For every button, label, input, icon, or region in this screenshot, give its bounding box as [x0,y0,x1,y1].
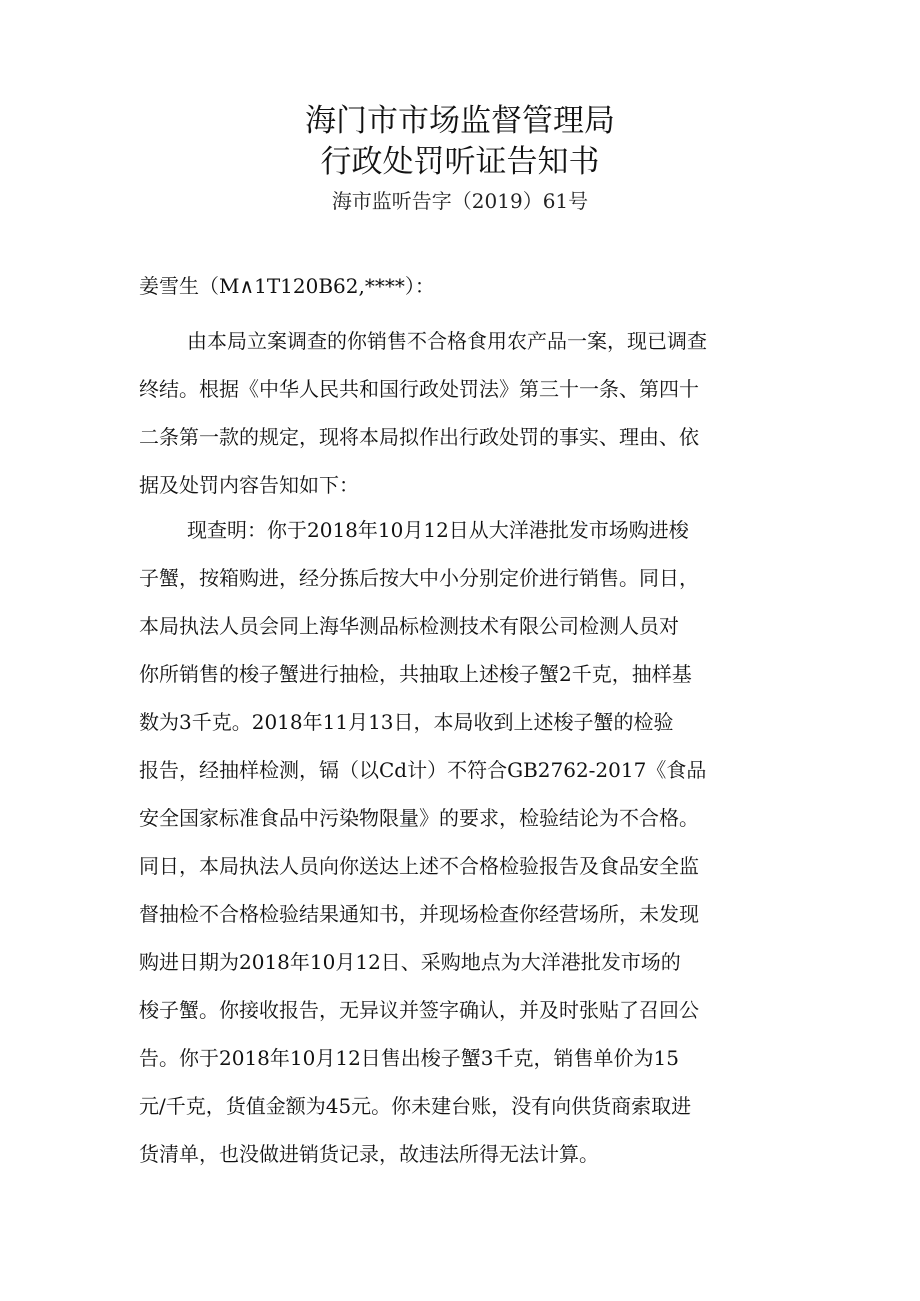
addressee: 姜雪生（M∧1T120B62,****）： [139,274,435,298]
paragraph-line: 货清单，也没做进销货记录，故违法所得无法计算。 [139,1142,599,1166]
paragraph-line: 二条第一款的规定，现将本局拟作出行政处罚的事实、理由、依 [139,425,699,449]
paragraph-line: 同日，本局执法人员向你送达上述不合格检验报告及食品安全监 [139,854,699,878]
paragraph-facts [139,506,787,1178]
paragraph-line: 报告，经抽样检测，镉（以Cd计）不符合GB2762-2017《食品 [139,758,707,782]
paragraph-line: 安全国家标准食品中污染物限量》的要求，检验结论为不合格。 [139,806,699,830]
document-title: 行政处罚听证告知书 [320,144,600,180]
agency-title: 海门市市场监督管理局 [305,103,615,139]
paragraph-notice [139,317,787,509]
paragraph-line: 数为3千克。2018年11月13日，本局收到上述梭子蟹的检验 [139,710,674,734]
paragraph-line: 据及处罚内容告知如下： [139,473,359,497]
paragraph-line: 本局执法人员会同上海华测品标检测技术有限公司检测人员对 [139,614,679,638]
paragraph-line: 现查明：你于2018年10月12日从大洋港批发市场购进梭 [187,518,689,542]
paragraph-line: 子蟹，按箱购进，经分拣后按大中小分别定价进行销售。同日， [139,566,699,590]
paragraph-line: 梭子蟹。你接收报告，无异议并签字确认，并及时张贴了召回公 [139,998,699,1022]
paragraph-line: 元/千克，货值金额为45元。你未建台账，没有向供货商索取进 [139,1094,692,1118]
paragraph-line: 你所销售的梭子蟹进行抽检，共抽取上述梭子蟹2千克，抽样基 [139,662,692,686]
paragraph-line: 督抽检不合格检验结果通知书，并现场检查你经营场所，未发现 [139,902,699,926]
paragraph-line: 由本局立案调查的你销售不合格食用农产品一案，现已调查 [187,329,707,353]
paragraph-line: 告。你于2018年10月12日售出梭子蟹3千克，销售单价为15 [139,1046,679,1070]
paragraph-line: 购进日期为2018年10月12日、采购地点为大洋港批发市场的 [139,950,681,974]
paragraph-line: 终结。根据《中华人民共和国行政处罚法》第三十一条、第四十 [139,377,699,401]
document-number: 海市监听告字（2019）61号 [331,189,589,213]
